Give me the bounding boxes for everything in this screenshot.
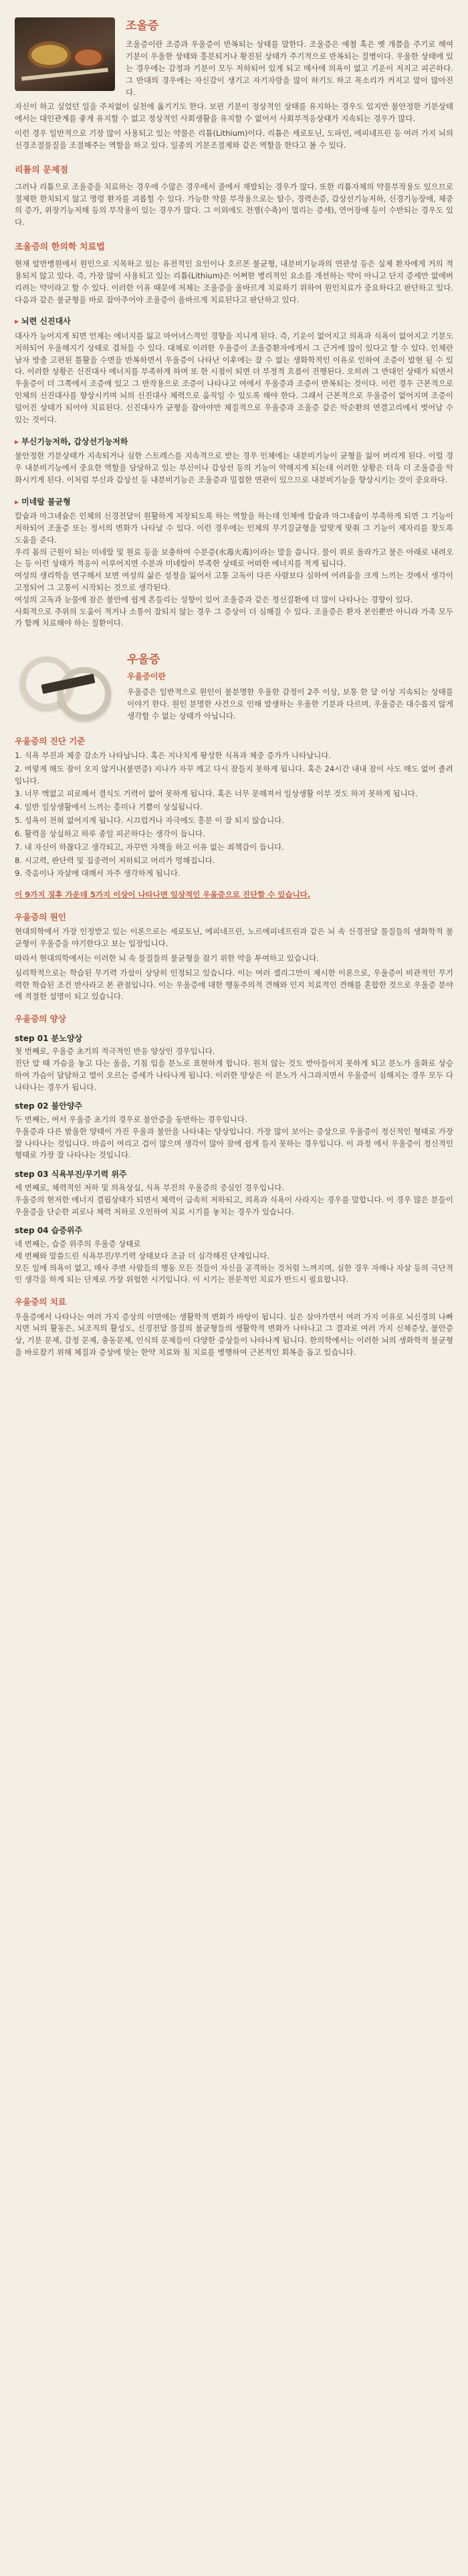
- depression-title: 우울증: [127, 653, 160, 667]
- list-item: 5. 성욕이 전혀 없어지게 됩니다. 시끄럽거나 자극에도 흥분 이 잘 되지 않습니다.: [15, 816, 284, 826]
- list-item: 2. 여렇게 해도 잠이 오지 않거나(불면증) 지나가 자꾸 깨고 다시 잠들지 못하게 됩니다. 혹은 24시간 내내 잠이 사도 매도 없어 졸려입니다.: [15, 763, 453, 786]
- list-item: 7. 내 자신이 하찮다고 생각되고, 자꾸만 자책을 하고 이유 없는 죄책감이 듭니다.: [15, 842, 284, 852]
- section-title-mineral: ▸ 미네랄 불균형: [15, 496, 71, 507]
- diagnosis-list: [15, 750, 453, 880]
- section-text: 대사가 능어지게 되면 언제는 에너지를 잃고 마어녀스적인 경향을 지니게 된다. 즉, 기운이 없어지고 의욕과 식욕이 없어지고 기분도 저하되어 우울해지기 상태로 겹쳐들 수 있다. 대체로 이러한 우울증이 조울증환자에게서 그 근거에 많이 있다고 할 수 있다. 인체란 남자 방출 고편된 틀활을 수면을 반복하면서 우울증이 나타난 이후에는 잘 수 없는 생화학적인 이유로 인하여 조증이 발현 될 수 있다. 이러한 상황은 신진대사 에너지를 부족하게 하며 또 한 시점이 되면 더 부정적 흐름이 진행된다. 오히려 그 반대인 상태가 되면서 우울증이 더 그쪽에서 조증에 있고 그 반작용으로 조증이 나타나고 여에서 우울증과 조증이 반복되는 것이다. 이런 경우 근본적으로 인체의 신진대사를 향상시키며 뇌의 신진대사 체력으로 움직일 수 있도록 해야 한다. 그래서 근본적으로 우울증이 없어지며 조증이 덜어진 상태가 되어야 치료된다. 신진대사가 균형을 잡아야만 체질적으로 우울증과 조울증 같은 악순환의 연결고리에서 벗어날 수 있는 것이다.: [15, 331, 453, 424]
- list-item: 6. 활력을 상실하고 하루 종일 피곤하다는 생각이 듭니다.: [15, 828, 205, 838]
- diagnosis-callout: 이 9가지 징후 가운데 5가지 이상이 나타나면 임상적인 우울증으로 진단할 수 있습니다.: [15, 890, 311, 900]
- intro-paragraph: 이런 경우 일반적으로 기장 많이 사용되고 있는 약물은 리튬(Lithium)이다. 리튬은 세로토닌, 도파민, 에피네프린 등 여러 가지 뇌의 신경조절물질을 조절해주는 역할을 하고 있다. 일종의 기분조절제와 같은 역할을 한다고 볼 수 있다.: [15, 128, 453, 150]
- depression-text: 우울증은 일반적으로 원인이 불분명한 우울한 감정이 2주 이상, 보통 한 달 이상 지속되는 상태를 이야기 한다. 원인 분명한 사건으로 인해 발생하는 우울한 기분과 다르며, 우울증은 대수롭지 않게 생각할 수 없는 상태가 아닙니다.: [127, 687, 453, 721]
- step-text: 네 번째는, 습증 위주의 우울증 상태로 세 번째와 말씀드린 식욕부진/무기력 상태보다 조금 더 심각해진 단계입니다. 모든 일에 의욕이 없고, 매사 주변 사람들의 행동 모든 것들이 자신을 공격하는 것처럼 느껴지며, 심한 경우 자해나 자살 등의 극단적인 생각을 하게 되는 단계로 가장 위험한 시기입니다. 이 시기는 전문적인 치료가 반드시 필요합니다.: [15, 1238, 453, 1285]
- lithium-problem-title: 리튬의 문제점: [15, 165, 68, 175]
- list-item: 1. 식욕 부진과 체중 감소가 나타납니다. 혹은 지나치게 왕성한 식욕과 체중 증가가 나타납니다.: [15, 751, 332, 761]
- cause-title: 우울증의 원인: [15, 911, 66, 922]
- page-title: 조울증: [126, 19, 159, 33]
- oriental-treatment-title: 조울증의 한의학 치료법: [15, 242, 105, 253]
- herbal-pouch-image: [15, 647, 115, 721]
- intro-section: [15, 0, 453, 101]
- triangle-bullet-icon: ▸: [15, 496, 19, 507]
- step-title: step 02 불안양주: [15, 1101, 83, 1111]
- step-text: 세 번째로, 체력적인 저하 및 의욕상실, 식욕 부진의 우울증의 중심인 경우입니다. 우울증의 현저한 에너지 결핍상태가 되면서 체력이 급속히 저하되고, 의욕과 식욕이 사라지는 경우를 말합니다. 이 경우 많은 분들이 우울증을 단순한 피로나 체력 저하로 오인하여 치료 시기를 놓치는 경우가 있습니다.: [15, 1182, 453, 1216]
- triangle-bullet-icon: ▸: [15, 436, 19, 446]
- stages-title: 우울증의 양상: [15, 1014, 66, 1024]
- list-item: 3. 너무 맥없고 피로해서 결식도 기력이 없어 못하게 됩니다. 혹은 너무 문해져서 일상생활 이부 것도 하지 못하게 됩니다.: [15, 789, 418, 799]
- list-item: 4. 일반 일상생활에서 느끼는 흥미나 기쁨이 상실됩니다.: [15, 802, 203, 812]
- depression-label: 우울증이란: [127, 671, 166, 681]
- section-title-metabolism: ▸ 뇌련 신진대사: [15, 316, 71, 327]
- oriental-treatment-text: 현재 알반병원에서 원인으로 지목하고 있는 유전적인 요인이나 호르몬 불균형, 내분비기능과의 연관성 등은 실제 환자에게 거의 적용되지 않고 있다. 즉, 가장 많이 사용되고 있는 리튬(Lithium)은 어쩌한 병리적인 요소를 개선하는 약이 아니고 단지 증세만 없애버리려는 약이라고 할 수 있다. 이러한 이유 때문에 저체는 조울증을 올바르게 치료하기 위하여 원인치료가 중요하다고 판단하고 있다. 다음과 같은 불균형을 바로 잡아주어야 조울증이 올바르게 치료된다고 판단하고 있다.: [15, 259, 453, 304]
- section-title-endocrine: ▸ 부신기능저하, 갑상선기능저하: [15, 436, 128, 446]
- diagnosis-title: 우울증의 진단 기준: [15, 735, 86, 746]
- lithium-problem-text: 그러나 리튬으로 조울증을 치료하는 경우에 수많은 경우에서 줄에서 재발되는 경우가 많다. 또한 리튬자체의 약물부작용도 있으므로 절제한 한치되지 않고 명령 환자를 괴롭힐 수 있다. 가능한 약물 부작용으로는 탈수, 경력손증, 갑상선기능저하, 신경기능장애, 체중의 증가, 위장기능저해 등의 부작용이 있는 경우가 많다. 그 이외에도 전쟁(수축)이 멀리는 증세), 연어장애 등이 수반되는 경우도 있다.: [15, 181, 453, 227]
- step-title: step 04 습증위주: [15, 1226, 83, 1236]
- intro-paragraph: 자신이 하고 싶었던 일을 주저없이 실천에 옮기기도 한다. 보편 기분이 정상적인 상태를 유지하는 경우도 있지만 불안정한 기분상태에서는 대인관계를 좋게 유지할 수 없고 정상적인 사회생활을 유지할 수 없어서 사회부적응상태가 지속되는 경우가 많다.: [15, 102, 453, 124]
- step-text: 두 번째는, 여서 우울증 초기의 경우로 불안증을 동반하는 경우입니다. 우울증과 다른 밤울한 양태이 가진 우울과 불안을 나타내는 양상입니다. 가장 많이 보이는 증상으로 우울증이 정신적인 형태로 가장 잘 나타나는 것입니다. 마음이 여리고 겁이 많으며 생각이 많아 잠에 쉽게 들지 못하는 경우입니다. 이 과정 에서 우울증이 정신적인 형태로 가장 잘 나타나는 것입니다.: [15, 1115, 453, 1160]
- step-text: 첫 번째로, 우울증 초기의 적극적인 반응 양상인 경우입니다. 진단 알 때 가슴을 놓고 다는 울을, 기침 입을 분노로 표현하게 합니다. 원치 않는 것도 받아들이지 못하게 되고 분노가 울화로 상승하여 가슴이 답답하고 열이 오르는 증세가 나타나게 됩니다. 이러한 양상은 이 분노가 사그라지면서 우울증이 심해지는 경우 모두 다 나타나는 경우가 됩니다.: [15, 1046, 453, 1092]
- cause-paragraph: 따라서 현대의학에서는 이러한 뇌 속 물질들의 불균형을 잡기 위한 약을 투여하고 있습니다.: [15, 953, 319, 963]
- cause-paragraph: 현대의학에서 가장 인정받고 있는 이론으로는 세로토닌, 에피네프린, 노르에피네프린과 같은 뇌 속 신경전달 물질들의 생화학적 불균형이 우울증을 야기한다고 보는 입장입니다.: [15, 927, 453, 949]
- intro-paragraph: 조울증이란 조증과 우울증이 반복되는 상태를 말한다. 조울증은 예철 혹은 옛 개쯤을 주기로 해여 기분이 우울한 상태와 흥분되거나 황진된 상태가 주기적으로 반복되는 질병이다. 우울한 상태에 있는 경우에는 감정과 기분이 모두 저하되어 있게 되고 매사에 의욕이 없고 기운이 저지고 피곤하다. 그 반대의 경우에는 자신감이 생기고 자기자랑을 많이 하기도 하고 목소리가 커지고 말이 많아진다.: [126, 39, 453, 97]
- herbal-medicine-image: [15, 17, 115, 91]
- section-text: 불안정한 기분상태가 지속되거나 심한 스트레스를 지속적으로 받는 경우 인체에는 내분비기능이 균형을 잃어 버리게 된다. 이럴 경우 내분비기능에서 중요한 역할을 담당하고 있는 부신이나 갑상선 등의 기능이 약해지게 되는데 이러한 상황은 더욱 더 조울증을 악화시키게 된다. 이처럼 부신과 갑상선 등 내분비기능은 조울증과 밀접한 연관이 있으므로 내분비기능을 향상시키는 것이 중요하다.: [15, 451, 453, 484]
- step-title: step 01 분노양상: [15, 1033, 83, 1043]
- list-item: 8. 시고력, 판단력 및 집중력이 저하되고 머리가 멍해집니다.: [15, 855, 215, 865]
- treatment-title: 우울증의 치료: [15, 1297, 66, 1307]
- cause-paragraph: 심리학적으로는 학습된 무기력 가설이 상당히 인정되고 있습니다. 이는 여러 셀리그만이 제시한 이론으로, 우울증이 비관적인 무기력한 학습된 조건 반사라고 본 관점입니다. 이는 우울증에 대한 행동주의적 견해와 인지 치료적인 견해를 혼합한 것으로 우울증 분야에 적절한 설명이 되고 있습니다.: [15, 968, 453, 1002]
- section-text: 칼슘과 마그네슘은 인체의 신경전달이 원활하게 저장되도록 하는 역할을 하는데 인체에 칼슘과 마그네슘이 부족하게 되면 그 기능이 저하되어 조울증 또는 정서의 변화가 나타날 수 있다. 이런 경우에는 인체의 무기질균형을 알맞게 맞춰 그 기능이 제자리를 찾도록 도움을 준다. 우리 몸의 근원이 되는 미네랄 및 원료 등을 보충하여 수분증(水毒火毒)이라는 말을 씁니다. 물이 위로 올라가고 불은 아래로 내려오는 등 이런 상태가 적응이 이루어지면 수분과 미네랄이 부족한 상태로 어떠한 에너지를 적게 됩니다. 여성의 생리학을 연구해서 보면 여성의 삶은 성정을 잃어서 고통 고독이 다른 사람보다 심하여 어려움을 크게 느끼는 것에서 생각이 고정되어 그 고통이 시작되는 것으로 생각된다. 여성의 고독과 눈물에 잠은 불안에 쉽게 흔들리는 성향이 있어 조울증과 같은 정신질환에 더 많이 나타나는 경향이 있다. 사회적으로 주위의 도움이 적거나 소통이 잘되지 않는 경우 그 증상이 더 심해질 수 있다. 조울증은 환자 본인뿐만 아니라 가족 모두가 함께 치료해야 하는 질환이다.: [15, 511, 453, 628]
- depression-header: [15, 647, 453, 725]
- treatment-text: 우울증에서 나타나는 여러 가지 증상의 이면에는 생활학적 변화가 바탕이 됩니다. 실은 살아가면서 여러 가지 이유로 뇌신경의 나빠지면 뇌의 활동은, 뇌조직의 활성도, 신경전달 물질의 불균형들의 생활학적 변화가 나타나고 그 결과로 여러 가지 신체증상, 불안증상, 기분 문제, 감정 문제, 충동문제, 인식의 문제들이 다양한 증상들이 나타나게 됩니다. 한의학에서는 이러한 뇌의 생화학적 불균형을 바로잡기 위해 체질과 증상에 맞는 한약 치료와 침 치료를 병행하여 근본적인 회복을 돕고 있습니다.: [15, 1311, 453, 1357]
- list-item: 9. 죽음이나 자살에 대해서 자주 생각하게 됩니다.: [15, 868, 181, 879]
- step-title: step 03 식욕부진/무기력 위주: [15, 1170, 127, 1180]
- triangle-bullet-icon: ▸: [15, 316, 19, 327]
